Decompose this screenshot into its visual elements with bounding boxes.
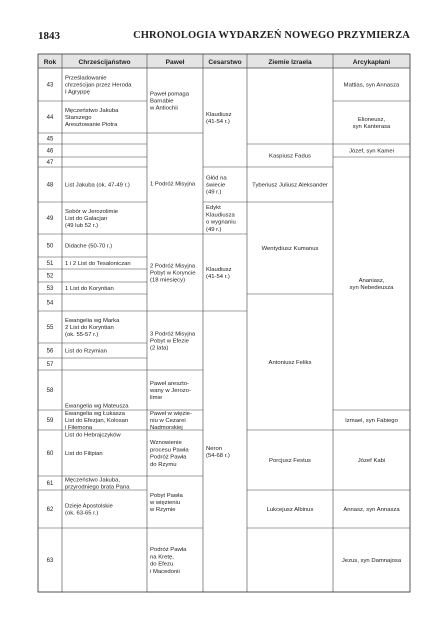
high-priest-entry: syn Kanterasa [352,124,391,131]
christianity-entry: List do Filipian [65,451,103,457]
paul-entry: 3 Podróż Misyjna [150,331,196,338]
high-priest-entry: Elioneusz, [357,116,386,123]
high-priest-entry: syn Nebedeusza [349,285,394,292]
paul-entry: (2 lata) [150,345,169,352]
year-cell: 54 [46,300,54,307]
year-cell: 48 [46,182,54,189]
paul-entry: Paweł pomaga [150,91,189,98]
high-priest-entry: Józef, syn Kamei [349,148,394,155]
empire-entry: (41-54 r.) [206,119,230,126]
year-cell: 47 [46,160,54,167]
paul-entry: na Kretę, [150,554,174,561]
paul-entry: wany w Jerozo- [150,388,191,394]
paul-entry: w Antiochii [150,105,178,112]
israel-entry: Lukcejusz Albinus [266,507,314,513]
empire-entry: Klaudiusz [206,111,232,118]
christianity-entry: i Filemona [65,425,93,432]
column-header: Chrześcijaństwo [78,59,131,66]
column-header: Rok [43,59,57,66]
empire-entry: (49 r.) [206,189,222,196]
year-cell: 43 [46,82,54,89]
year-cell: 45 [46,136,54,143]
christianity-entry: List do Efezjan, Kolosan [65,418,129,424]
christianity-entry: Ewangelia wg Marka [65,317,120,324]
christianity-entry: 1 i 2 List do Tesaloniczan [65,261,131,267]
christianity-entry: (ok. 55-57 r.) [65,332,99,339]
year-cell: 55 [46,325,54,332]
year-cell: 60 [46,451,54,458]
column-header: Paweł [165,59,185,66]
year-cell: 62 [46,507,54,514]
christianity-entry: chrześcijan przez Heroda [65,82,132,89]
year-cell: 51 [46,261,54,268]
paul-entry: Pobyt w Efezie [150,338,189,345]
high-priest-entry: Józef Kabi [357,458,386,464]
christianity-entry: I Agryppę [65,89,90,96]
paul-entry: i Macedonii [150,568,180,575]
column-header: Cesarstwo [208,59,242,66]
paul-entry: Nadmorskiej [150,425,183,432]
christianity-entry: Ewangelia wg Łukasza [65,410,125,417]
christianity-entry: przyrodniego brata Pana [65,484,130,491]
christianity-entry: 1 List do Koryntian [65,286,114,292]
paul-entry: Pobyt w Koryncie [150,270,196,277]
christianity-entry: Didache (50-70 r.) [65,243,113,250]
year-cell: 46 [46,148,54,155]
paul-entry: niu w Cezarei [150,418,186,424]
year-cell: 50 [46,243,54,250]
high-priest-entry: Jezus, syn Damnajosa [341,558,402,564]
christianity-entry: Dzieje Apostolskie [65,503,113,510]
paul-entry: procesu Pawła [150,447,189,454]
israel-entry: Porcjusz Festus [269,458,311,464]
israel-entry: Tyberiusz Juliusz Aleksander [252,182,328,189]
empire-entry: Neron [206,445,223,452]
empire-entry: Edykt [206,205,221,212]
high-priest-entry: Ananiasz, [358,277,385,284]
paul-entry: w więzieniu [150,500,181,506]
year-cell: 44 [46,115,54,122]
israel-entry: Kaspiusz Fadus [269,153,311,160]
empire-entry: o wygnaniu [206,219,236,226]
christianity-entry: List do Rzymian [65,348,107,355]
paul-entry: do Efezu [150,561,174,568]
empire-entry: świecie [206,182,226,189]
page-title: CHRONOLOGIA WYDARZEŃ NOWEGO PRZYMIERZA [133,30,410,41]
christianity-entry: (ok. 63-65 r.) [65,510,99,517]
year-cell: 61 [46,481,54,488]
christianity-entry: List Jakuba (ok. 47-49 r.) [65,182,130,189]
high-priest-entry: Izmael, syn Fabiego [345,418,398,424]
page-number: 1843 [38,30,60,42]
paul-entry: Pobyt Pawła [150,492,183,499]
column-header: Arcykapłani [352,59,391,66]
christianity-entry: Starszego [65,115,92,121]
paul-entry: Paweł areszto- [150,380,189,387]
year-cell: 49 [46,216,54,223]
paul-entry: Wznowienie [150,440,182,447]
christianity-entry: (49 lub 52 r.) [65,223,99,230]
paul-entry: 1 Podróż Misyjna [150,181,196,188]
year-cell: 56 [46,348,54,355]
paul-entry: (18 miesięcy) [150,277,186,284]
year-cell: 63 [46,558,54,565]
christianity-entry: Męczeństwo Jakuba, [65,477,121,484]
paul-entry: Podróż Pawła [150,547,187,554]
christianity-entry: List do Galacjan [65,216,108,222]
paul-entry: Paweł w więzie- [150,410,192,417]
year-cell: 59 [46,418,54,425]
paul-entry: w Rzymie [150,507,176,514]
paul-entry: do Rzymu [150,461,177,468]
christianity-entry: Męczeństwo Jakuba [65,107,119,114]
paul-entry: limie [150,395,163,402]
column-header: Ziemie Izraela [268,59,312,66]
high-priest-entry: Annasz, syn Annasza [343,507,400,513]
paul-entry: Barnabie [150,98,174,105]
christianity-entry: Sobór w Jerozolimie [65,208,119,215]
christianity-entry: Ewangelia wg Mateusza [65,403,129,410]
paul-entry: 2 Podróż Misyjna [150,263,196,270]
year-cell: 58 [46,388,54,395]
year-cell: 52 [46,273,54,280]
christianity-entry: Prześladowanie [65,75,107,82]
paul-entry: Podróż Pawła [150,454,187,461]
empire-entry: (54-68 r.) [206,453,230,460]
high-priest-entry: Mattias, syn Annasza [343,82,400,89]
christianity-entry: List do Hebrajczyków [65,432,121,439]
israel-entry: Wentydiusz Kumanus [261,246,319,252]
empire-entry: Klaudiusza [206,212,235,219]
christianity-entry: 2 List do Koryntian [65,325,114,331]
empire-entry: Klaudiusz [206,266,232,273]
christianity-entry: Aresztowanie Piotra [65,122,118,129]
empire-entry: (41-54 r.) [206,274,230,281]
year-cell: 57 [46,362,54,369]
empire-entry: (49 r.) [206,226,222,233]
empire-entry: Głód na [206,175,227,182]
year-cell: 53 [46,286,54,293]
israel-entry: Antoniusz Feliks [268,360,312,366]
